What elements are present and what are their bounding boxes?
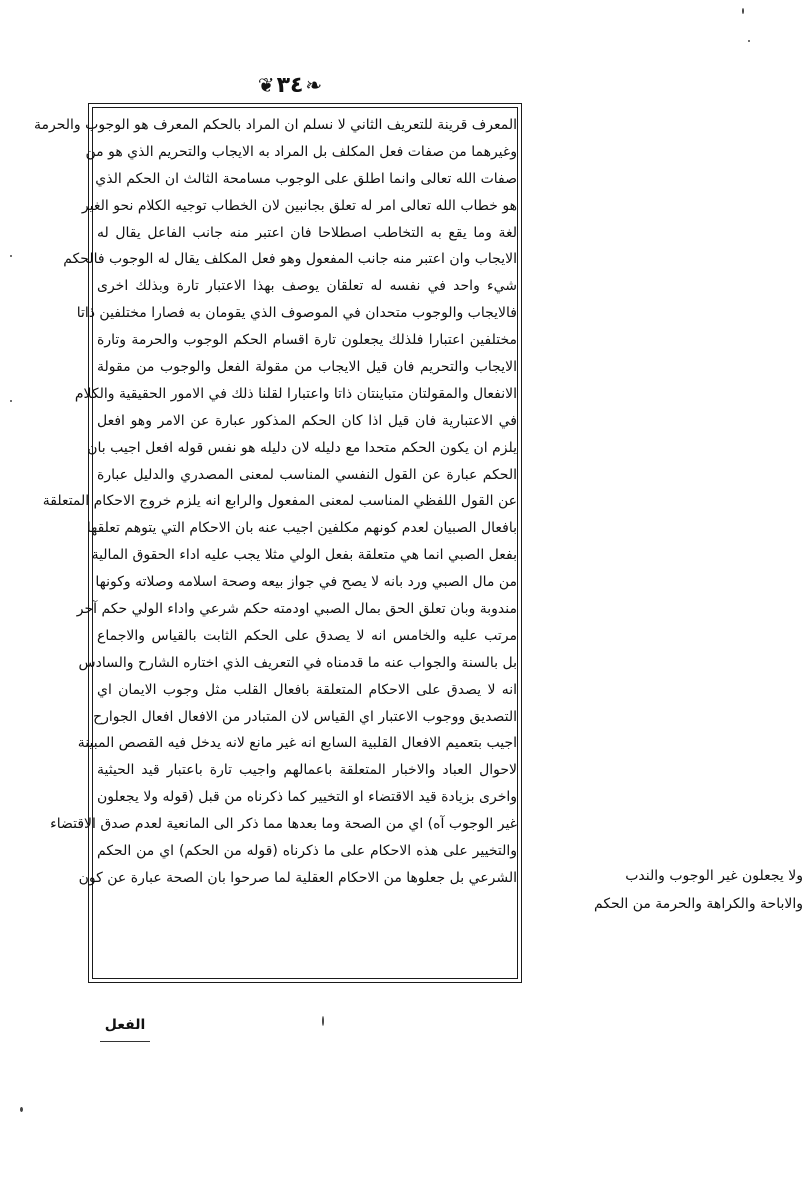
text-line: والتخيير على هذه الاحكام على ما ذكرناه (قوله من الحكم) اي من الحكم xyxy=(97,843,517,860)
ink-speck xyxy=(322,1016,324,1026)
text-line: الشرعي بل جعلوها من الاحكام العقلية لما صرحوا بان الصحة عبارة عن كون xyxy=(78,869,517,886)
text-line: في الاعتبارية فان قيل اذا كان الحكم المذكور عبارة عن الامر وهو افعل xyxy=(97,412,517,429)
text-line: بافعال الصبيان لعدم كونهم مكلفين اجيب عنه بان الاحكام التي يتوهم تعلقها xyxy=(86,520,517,537)
text-line: التصديق ووجوب الاعتبار اي القياس لان المتبادر من الافعال افعال الجوارح xyxy=(93,708,517,725)
text-line: مندوبة وبان تعلق الحق بمال الصبي اودمته حكم شرعي واداء الولي حكم آخر xyxy=(76,601,517,618)
text-line: وغيرهما من صفات فعل المكلف بل المراد به الايجاب والتحريم الذي هو من xyxy=(85,143,517,160)
text-line: يلزم ان يكون الحكم متحدا مع دليله لان دليله هو نفس قوله افعل اجيب بان xyxy=(87,439,517,456)
text-line: صفات الله تعالى وانما اطلق على الوجوب مسامحة الثالث ان الحكم الذي xyxy=(95,170,517,187)
text-line: من مال الصبي ورد بانه لا يصح في جواز بيعه وصحة اسلامه وصلاته وكونها xyxy=(95,574,517,591)
ink-speck xyxy=(10,400,12,402)
text-line: فالايجاب والوجوب متحدان في الموصوف الذي يقومان به فصارا مختلفين ذاتا xyxy=(76,305,517,322)
main-text-block xyxy=(34,112,517,892)
text-line: واخرى بزيادة قيد الاقتضاء او التخيير كما ذكرناه من قبل (قوله ولا يجعلون xyxy=(97,789,517,806)
text-line: شيء واحد في نفسه له تعلقان يوصف بهذا الاعتبار تارة وبذلك اخرى xyxy=(97,278,517,295)
catchword: الفعل xyxy=(90,1012,160,1038)
ornament-right-icon: ❧ xyxy=(305,73,323,97)
text-line: بفعل الصبي انما هي متعلقة بفعل الولي مثلا يجب عليه اداء الحقوق المالية xyxy=(91,547,517,564)
text-line: بل بالسنة والجواب عنه ما قدمناه في التعريف الذي اختاره الشارح والسادس xyxy=(78,654,517,671)
ornament-left-icon: ❦ xyxy=(257,73,275,97)
text-line: الحكم عبارة عن القول النفسي المناسب لمعنى المصدري والدليل عبارة xyxy=(97,466,517,483)
text-line: غير الوجوب آه) اي من الصحة وما بعدها مما ذكر الى المانعية لعدم صدق الاقتضاء xyxy=(50,816,517,833)
text-line: عن القول اللفظي المناسب لمعنى المفعول والرابع انه يلزم خروج الاحكام المتعلقة xyxy=(42,493,517,510)
margin-note-line: والاباحة والكراهة والحرمة من الحكم xyxy=(594,896,803,912)
ink-speck xyxy=(742,8,744,14)
text-line: لغة وما يقع به التخاطب اصطلاحا فان اعتبر منه جانب الفاعل يقال له xyxy=(97,224,517,241)
text-line: لاحوال العباد والاخبار المتعلقة باعمالهم واجيب تارة باعتبار قيد الحيثية xyxy=(97,762,517,779)
text-line: الايجاب والتحريم فان قيل الايجاب من مقولة الفعل والوجوب من مقولة xyxy=(97,359,517,376)
margin-note xyxy=(528,862,803,918)
text-line: مختلفين اعتبارا فلذلك يجعلون تارة اقسام الحكم الوجوب والحرمة وتارة xyxy=(97,332,517,349)
ink-speck xyxy=(748,40,750,42)
text-line: الانفعال والمقولتان متباينتان ذاتا واعتبارا لقلنا ذلك في الامور الحقيقية والكلام xyxy=(74,385,517,402)
text-line: هو خطاب الله تعالى امر له تعلق بجانبين لان الخطاب توجيه الكلام نحو الغير xyxy=(81,197,517,214)
page-number-value: ٣٤ xyxy=(276,72,304,98)
text-line: المعرف قرينة للتعريف الثاني لا نسلم ان المراد بالحكم المعرف هو الوجوب والحرمة xyxy=(34,117,517,133)
ink-speck xyxy=(20,1107,23,1112)
ink-speck xyxy=(10,255,12,257)
text-line: مرتب عليه والخامس انه لا يصدق على الحكم الثابت بالقياس والاجماع xyxy=(97,627,517,644)
text-line: اجيب بتعميم الافعال القلبية السابع انه غير مانع لانه يدخل فيه القصص المبينة xyxy=(77,735,517,752)
margin-note-line: ولا يجعلون غير الوجوب والندب xyxy=(625,868,803,884)
page-number xyxy=(250,66,330,104)
text-line: الايجاب وان اعتبر منه جانب المفعول وهو فعل المكلف يقال له الوجوب فالحكم xyxy=(63,251,517,268)
text-line: انه لا يصدق على الاحكام المتعلقة بافعال القلب مثل وجوب الايمان اي xyxy=(97,681,517,698)
